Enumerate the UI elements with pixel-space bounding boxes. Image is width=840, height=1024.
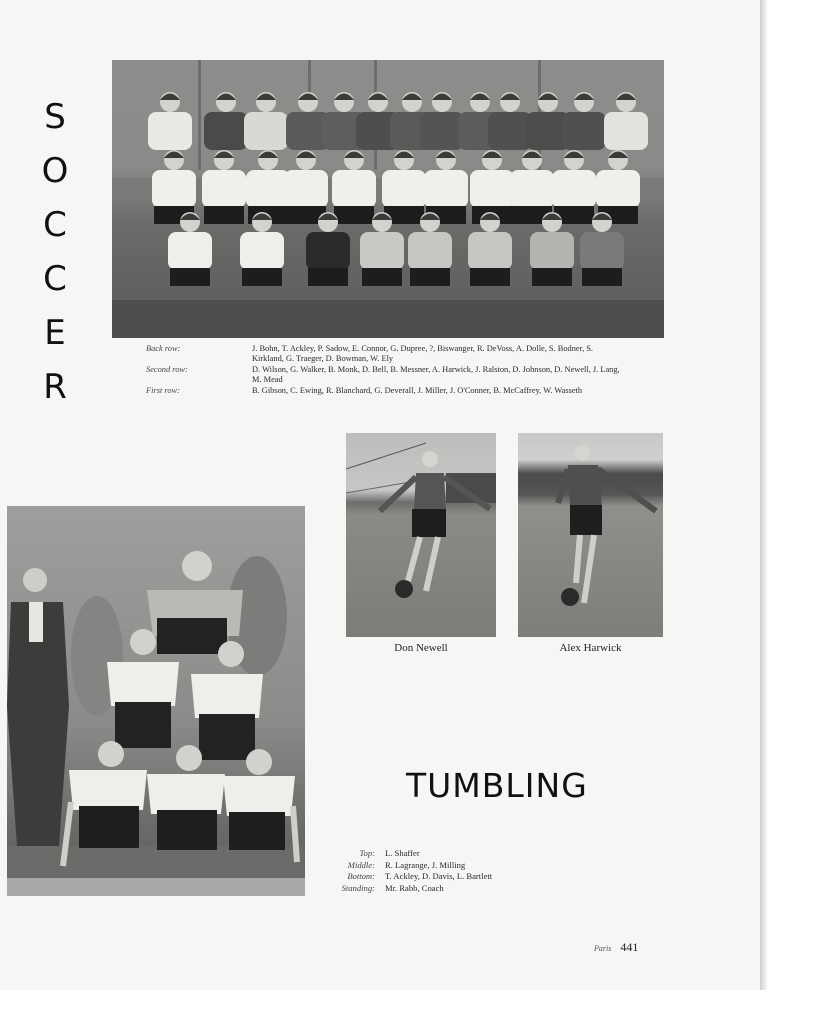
team-member-figure bbox=[332, 150, 376, 224]
team-member-figure bbox=[284, 150, 328, 224]
team-member-figure bbox=[246, 150, 290, 224]
tumbling-caption-row bbox=[322, 871, 582, 883]
caption-label: Bottom: bbox=[347, 871, 375, 881]
soccer-title bbox=[40, 90, 70, 414]
caption-row-second bbox=[146, 365, 626, 385]
tumbling-caption-row bbox=[322, 860, 582, 872]
tumbling-title: TUMBLING bbox=[406, 766, 588, 805]
player-figure bbox=[518, 433, 663, 637]
team-member-figure bbox=[562, 92, 606, 150]
tumbling-caption-row bbox=[322, 848, 582, 860]
caption-label: Standing: bbox=[341, 882, 375, 893]
player-figure bbox=[346, 433, 496, 637]
team-member-figure bbox=[420, 92, 464, 150]
team-member-figure bbox=[148, 92, 192, 150]
caption-label: Middle: bbox=[347, 859, 375, 870]
tumbling-caption bbox=[322, 848, 582, 894]
team-member-figure bbox=[244, 92, 288, 150]
caption-names: R. Lagrange, J. Milling bbox=[385, 859, 466, 870]
soccer-caption bbox=[146, 344, 626, 397]
caption-label: Top: bbox=[359, 848, 375, 858]
caption-names: B. Gibson, C. Ewing, R. Blanchard, G. Deverall, J. Miller, J. O'Conner, B. McCaffrey, W. Wasseth bbox=[252, 386, 583, 395]
page-number: 441 bbox=[620, 940, 639, 954]
soccer-title-letter: S bbox=[44, 97, 66, 137]
caption-names: J. Bohn, T. Ackley, P. Sadow, E. Connor, G. Dupree, ?, Biswanger, R. DeVoss, A. Dolle, S. Bodner, S. Kirkland, G. Traeger, D. Bowman, W. Ely bbox=[252, 344, 594, 363]
caption-label: Second row: bbox=[146, 365, 188, 374]
tumbling-caption-row bbox=[322, 883, 582, 895]
team-member-figure bbox=[204, 92, 248, 150]
soccer-title-letter: R bbox=[43, 367, 67, 407]
folio-section: Paris bbox=[594, 944, 612, 953]
soccer-team-photo bbox=[112, 60, 664, 338]
caption-label: First row: bbox=[146, 386, 180, 395]
page-folio bbox=[594, 940, 638, 955]
player-name-2: Alex Harwick bbox=[559, 642, 622, 654]
caption-names: D. Wilson, G. Walker, B. Monk, D. Bell, B. Messner, A. Harwick, J. Ralston, D. Johnson, D. Newell, J. Lang, M. Mead bbox=[252, 365, 620, 384]
team-member-figure bbox=[202, 150, 246, 224]
soccer-title-letter: C bbox=[43, 205, 67, 245]
team-member-figure bbox=[604, 92, 648, 150]
soccer-title-letter: C bbox=[43, 259, 67, 299]
tumbling-figures bbox=[7, 506, 305, 896]
player-name-1: Don Newell bbox=[394, 642, 448, 654]
caption-row-back bbox=[146, 344, 626, 364]
team-member-figure bbox=[552, 150, 596, 224]
player-photo-1 bbox=[346, 433, 496, 637]
caption-row-first bbox=[146, 386, 626, 396]
caption-names: L. Shaffer bbox=[385, 848, 420, 858]
team-figures bbox=[112, 60, 664, 338]
page-edge-shadow bbox=[760, 0, 768, 990]
team-member-figure bbox=[488, 92, 532, 150]
caption-names: Mr. Rabb, Coach bbox=[385, 882, 444, 893]
caption-label: Back row: bbox=[146, 344, 181, 353]
soccer-title-letter: O bbox=[41, 151, 69, 191]
tumbling-photo bbox=[7, 506, 305, 896]
player-photo-2 bbox=[518, 433, 663, 637]
caption-names: T. Ackley, D. Davis, L. Bartlett bbox=[385, 871, 493, 881]
team-member-figure bbox=[382, 150, 426, 224]
soccer-title-letter: E bbox=[44, 313, 66, 353]
team-member-figure bbox=[510, 150, 554, 224]
